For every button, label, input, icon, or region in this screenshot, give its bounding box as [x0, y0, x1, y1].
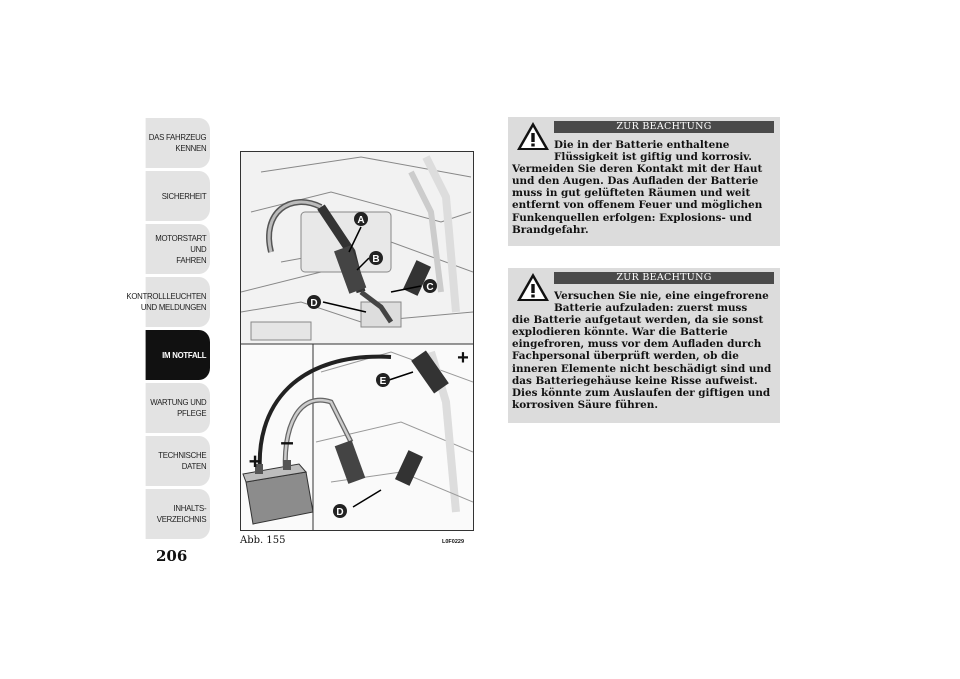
label-c: C [426, 282, 434, 293]
warning-heading: ZUR BEACHTUNG [554, 272, 774, 284]
warning-lead-line-1: Die in der Batterie enthaltene [554, 139, 730, 151]
tab-inhaltsverzeichnis[interactable]: INHALTS- VERZEICHNIS [146, 489, 210, 539]
warning-lead-line-2: Flüssigkeit ist giftig und korrosiv. [554, 151, 752, 164]
warning-triangle-icon [516, 272, 550, 302]
tab-im-notfall[interactable]: IM NOTFALL [146, 330, 210, 380]
label-d-bottom: D [336, 507, 344, 518]
tab-sicherheit[interactable]: SICHERHEIT [146, 171, 210, 221]
page-number: 206 [156, 547, 188, 565]
label-e: E [379, 376, 387, 387]
figure-caption: Abb. 155 [240, 535, 286, 546]
figure-code: L0F0229 [442, 539, 465, 545]
label-b: B [372, 254, 380, 265]
minus-sign-battery: – [280, 429, 294, 456]
warning-box-1 [508, 117, 780, 246]
label-a: A [357, 215, 365, 226]
warning-lead-line-2: Batterie aufzuladen: zuerst muss [554, 302, 748, 315]
tab-technische-daten[interactable]: TECHNISCHE DATEN [146, 436, 210, 486]
tab-wartung-und-pflege[interactable]: WARTUNG UND PFLEGE [146, 383, 210, 433]
warning-box-2 [508, 268, 780, 423]
warning-body: die Batterie aufgetaut werden, da sie sonst explodieren könnte. War die Batterie eingefroren, muss vor dem Aufladen durch Fachpersonal überprüft werden, ob die inneren Elemente nicht beschädigt sind und das Batteriegehäuse keine Risse aufweist. Dies könnte zum Auslaufen der giftigen und korrosiven Säure führen. [512, 314, 772, 411]
label-d: D [310, 298, 318, 309]
tab-kontrollleuchten[interactable]: KONTROLLLEUCHTEN UND MELDUNGEN [146, 277, 210, 327]
battery-jumpstart-figure [240, 151, 474, 531]
tab-das-fahrzeug-kennen[interactable]: DAS FAHRZEUG KENNEN [146, 118, 210, 168]
warning-text [512, 290, 774, 411]
warning-heading: ZUR BEACHTUNG [554, 121, 774, 133]
warning-triangle-icon [516, 121, 550, 151]
tab-motorstart-und-fahren[interactable]: MOTORSTART UND FAHREN [146, 224, 210, 274]
figure-illustration [241, 152, 473, 530]
warning-lead-line-1: Versuchen Sie nie, eine eingefrorene [554, 290, 769, 302]
warning-text [512, 139, 774, 236]
plus-sign-engine: + [457, 347, 469, 369]
warning-body: Vermeiden Sie deren Kontakt mit der Haut und den Augen. Das Aufladen der Batterie muss in gut gelüfteten Räumen und weit entfernt von offenem Feuer und möglichen Funkenquellen erfolgen: Explosions- und Brandgefahr. [512, 163, 763, 236]
plus-sign-battery: + [248, 449, 262, 474]
